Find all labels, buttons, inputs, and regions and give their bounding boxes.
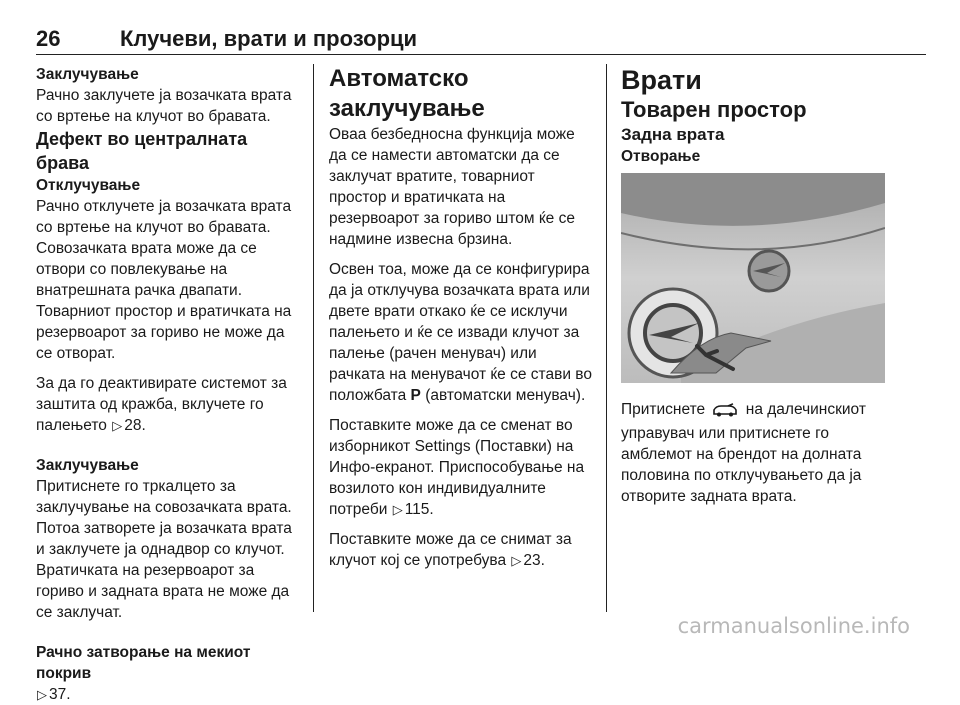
paragraph: Рачно заклучете ја возачката врата со вртење на клучот во бравата.	[36, 87, 292, 125]
paragraph: Рачно отклучете ја возачката врата со вртење на клучот во бравата. Совозачката врата може да се отвори со повлекување на внатрешната рачка двапати. Товарниот простор и вратичката на резервоарот за гориво не може да се отворат.	[36, 198, 292, 362]
page-ref[interactable]: 115.	[404, 501, 434, 518]
paragraph-text: Притиснете	[621, 401, 706, 418]
paragraph-text: Освен тоа, може да се конфигурира да ја отклучува возачката врата или двете врати откако ќе се исклучи палењето и ќе се извади клучот за палење (рачен менувач) или рачката на менувачот ќе се стави во положбата	[329, 261, 592, 404]
subsection-title: Товарен простор	[621, 97, 807, 122]
ref-arrow-icon: ▷	[392, 502, 403, 517]
page-ref[interactable]: 37.	[49, 686, 71, 703]
section-title: Автоматско заклучување	[329, 65, 485, 122]
page-title: Клучеви, врати и прозорци	[120, 26, 418, 51]
paragraph-text: на далечинскиот управувач или притиснете го амблемот на брендот на долната половина по отклучувањето да ја отворите задната врата.	[621, 401, 866, 505]
column-2	[329, 64, 594, 571]
page-ref[interactable]: 23.	[523, 552, 545, 569]
column-3	[621, 64, 891, 507]
section-heading: Рачно затворање на мекиот покрив	[36, 644, 251, 682]
paragraph: Притиснете го тркалцето за заклучување на совозачката врата. Потоа затворете ја возачката врата и заклучете ја однадвор со клучот. Вратичката на резервоарот за гориво и задната врата не може да се заклучат.	[36, 478, 292, 621]
gear-position: P	[410, 387, 421, 404]
section-title: Врати	[621, 65, 702, 95]
page-header	[36, 26, 926, 55]
page-ref[interactable]: 28.	[124, 417, 146, 434]
section-heading: Отворање	[621, 148, 701, 165]
paragraph: Оваа безбедносна функција може да се намести автоматски да се заклучат вратите, товарниот простор и вратичката на резервоарот за гориво штом ќе се надмине извесна брзина.	[329, 126, 575, 248]
paragraph	[329, 415, 594, 520]
subsubsection-title: Задна врата	[621, 125, 725, 144]
watermark: carmanualsonline.info	[677, 614, 910, 638]
paragraph-text: Поставките може да се сменат во изборникот Settings (Поставки) на Инфо-екранот. Приспособување на возилото кон индивидуалните потреби	[329, 417, 585, 518]
paragraph	[36, 684, 300, 705]
section-heading: Заклучување	[36, 457, 139, 474]
paragraph-text: (автоматски менувач).	[425, 387, 586, 404]
ref-arrow-icon: ▷	[511, 553, 522, 568]
car-trunk-icon	[712, 402, 738, 423]
section-heading: Отклучување	[36, 177, 141, 194]
paragraph	[329, 259, 594, 406]
ref-arrow-icon: ▷	[112, 418, 123, 433]
paragraph	[621, 399, 891, 507]
column-divider	[313, 64, 314, 612]
paragraph	[36, 373, 300, 436]
tailgate-emblem-illustration	[621, 173, 885, 383]
paragraph-text: За да го деактивирате системот за заштита од кражба, вклучете го палењето	[36, 375, 287, 434]
section-heading: Заклучување	[36, 66, 139, 83]
paragraph	[329, 529, 594, 571]
column-1	[36, 64, 300, 705]
car-rear-illustration	[621, 173, 885, 383]
page-number: 26	[36, 26, 61, 51]
column-divider	[606, 64, 607, 612]
ref-arrow-icon: ▷	[37, 687, 47, 702]
paragraph-text: Поставките може да се снимат за клучот кој се употребува	[329, 531, 572, 569]
section-title: Дефект во централната брава	[36, 129, 248, 173]
